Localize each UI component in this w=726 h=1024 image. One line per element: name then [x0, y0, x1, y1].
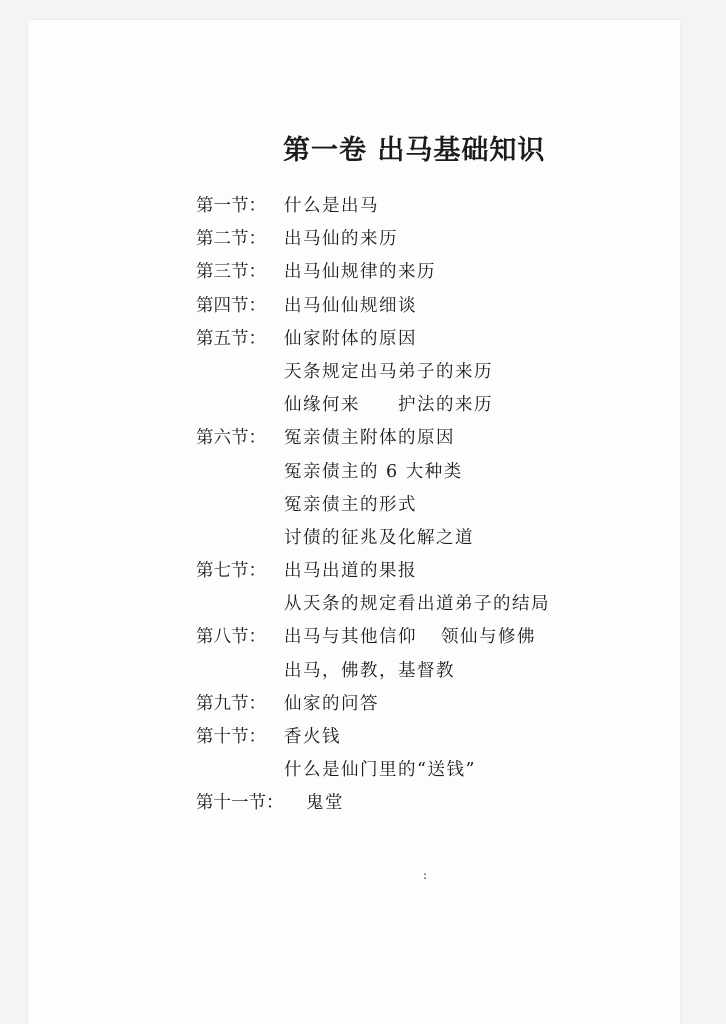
toc-entry-text	[284, 389, 493, 422]
toc-section-label: 第六节：	[196, 428, 266, 449]
toc-line	[196, 256, 656, 289]
toc-entry-text: 出马，佛教，基督教	[284, 660, 455, 681]
toc-entry-text: 从天条的规定看出道弟子的结局	[284, 594, 550, 615]
toc-entry-text: 鬼堂	[306, 793, 344, 814]
toc-entry-text: 冤亲债主的形式	[284, 494, 417, 515]
toc-entry-text: 什么是仙门里的“送钱”	[284, 760, 476, 781]
toc-line	[196, 190, 656, 223]
toc-entry-part: 出马与其他信仰	[284, 627, 417, 648]
page-title: 第一卷 出马基础知识	[283, 135, 546, 166]
toc-entry-part: 仙缘何来	[284, 395, 360, 416]
toc-entry-text: 出马仙的来历	[284, 229, 398, 250]
toc-section-label: 第八节：	[196, 627, 266, 648]
toc-line	[196, 389, 656, 422]
toc-entry-text: 冤亲债主的 6 大种类	[284, 461, 463, 482]
toc-section-label: 第三节：	[196, 262, 266, 283]
toc-line	[196, 555, 656, 588]
toc-line	[196, 787, 656, 820]
toc-line	[196, 688, 656, 721]
toc-section-label: 第四节：	[196, 295, 266, 316]
toc-entry-part: 领仙与修佛	[441, 627, 536, 648]
toc-section-label: 第十节：	[196, 727, 266, 747]
toc-line	[196, 655, 656, 688]
toc-line	[196, 356, 656, 389]
toc-entry-text	[284, 621, 536, 654]
footer-mark: :	[423, 868, 428, 882]
toc-entry-text: 什么是出马	[284, 196, 379, 216]
toc-entry-text: 出马仙仙规细谈	[284, 295, 417, 316]
toc-entry-text: 冤亲债主附体的原因	[284, 428, 455, 449]
toc-line	[196, 489, 656, 522]
toc-section-label: 第九节：	[196, 693, 266, 714]
toc-line	[196, 290, 656, 323]
toc-entry-text: 出马出道的果报	[284, 561, 417, 582]
toc-entry-text: 讨债的征兆及化解之道	[284, 527, 474, 548]
toc-line	[196, 323, 656, 356]
toc-entry-text: 香火钱	[284, 727, 341, 747]
toc-section-label: 第五节：	[196, 328, 266, 349]
document-page	[28, 20, 680, 1024]
toc-line	[196, 621, 656, 654]
toc-entry-text: 仙家附体的原因	[284, 328, 417, 349]
toc-line	[196, 721, 656, 754]
toc-line	[196, 754, 656, 787]
toc-entry-part: 护法的来历	[398, 395, 493, 416]
toc-entry-text: 出马仙规律的来历	[284, 262, 436, 283]
toc-line	[196, 456, 656, 489]
toc-line	[196, 588, 656, 621]
toc-section-label: 第二节：	[196, 229, 266, 250]
toc-line	[196, 522, 656, 555]
toc-line	[196, 422, 656, 455]
table-of-contents	[196, 190, 656, 821]
toc-entry-text: 仙家的问答	[284, 693, 379, 714]
toc-section-label: 第七节：	[196, 561, 266, 582]
toc-section-label: 第十一节：	[196, 793, 284, 814]
toc-line	[196, 223, 656, 256]
toc-section-label: 第一节：	[196, 196, 266, 216]
toc-entry-text: 天条规定出马弟子的来历	[284, 361, 493, 382]
